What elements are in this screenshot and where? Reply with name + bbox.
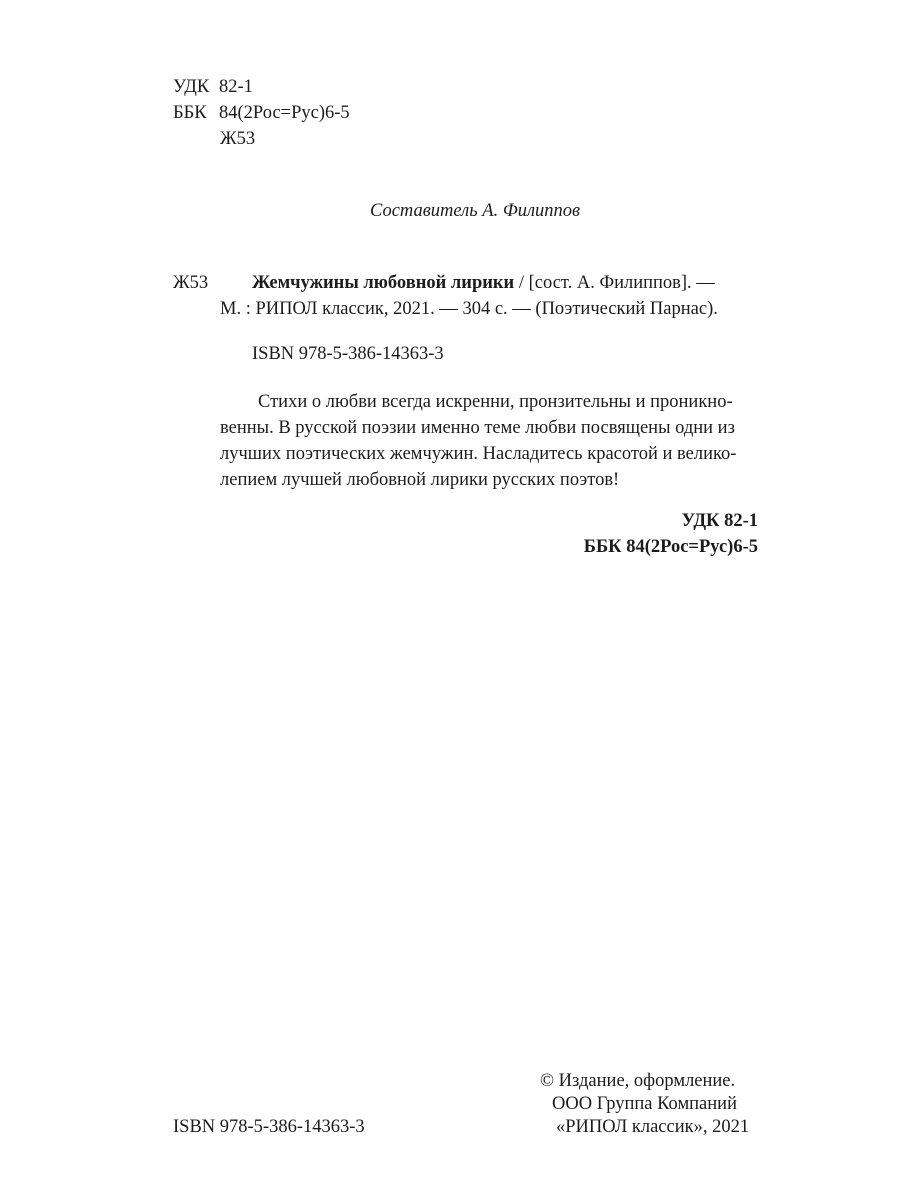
author-code-top: Ж53 [220,129,256,149]
entry-isbn: ISBN 978-5-386-14363-3 [252,344,444,364]
publisher-line-2: «РИПОЛ классик», 2021 [556,1117,750,1137]
entry-responsibility: / [сост. А. Филиппов]. — [514,273,715,293]
entry-imprint-line: М. : РИПОЛ классик, 2021. — 304 с. — (Поэтический Парнас). [220,299,718,319]
bbk-line-top [173,100,350,126]
annotation-line: лучших поэтических жемчужин. Насладитесь красотой и велико- [220,444,737,464]
udk-bottom: УДК 82-1 [681,511,758,531]
bbk-bottom: ББК 84(2Рос=Рус)6-5 [583,537,758,557]
annotation-paragraph [220,389,760,493]
compiler-line: Составитель А. Филиппов [370,201,581,221]
footer-isbn: ISBN 978-5-386-14363-3 [173,1117,365,1137]
annotation-line: лепием лучшей любовной лирики русских поэтов! [220,470,620,490]
copyright-line: © Издание, оформление. [540,1071,736,1091]
publisher-line-1: ООО Группа Компаний [552,1094,737,1114]
udk-line-top [173,74,253,100]
bbk-label: ББК [173,103,207,123]
bbk-value: 84(2Рос=Рус)6-5 [219,103,350,123]
udk-label: УДК [173,77,210,97]
entry-title-line [252,270,715,296]
annotation-line: венны. В русской поэзии именно теме любви посвящены одни из [220,418,735,438]
entry-author-code: Ж53 [173,273,209,293]
annotation-line: Стихи о любви всегда искренни, пронзительны и проникно- [258,392,733,412]
udk-value: 82-1 [219,77,253,97]
book-title: Жемчужины любовной лирики [252,273,515,293]
